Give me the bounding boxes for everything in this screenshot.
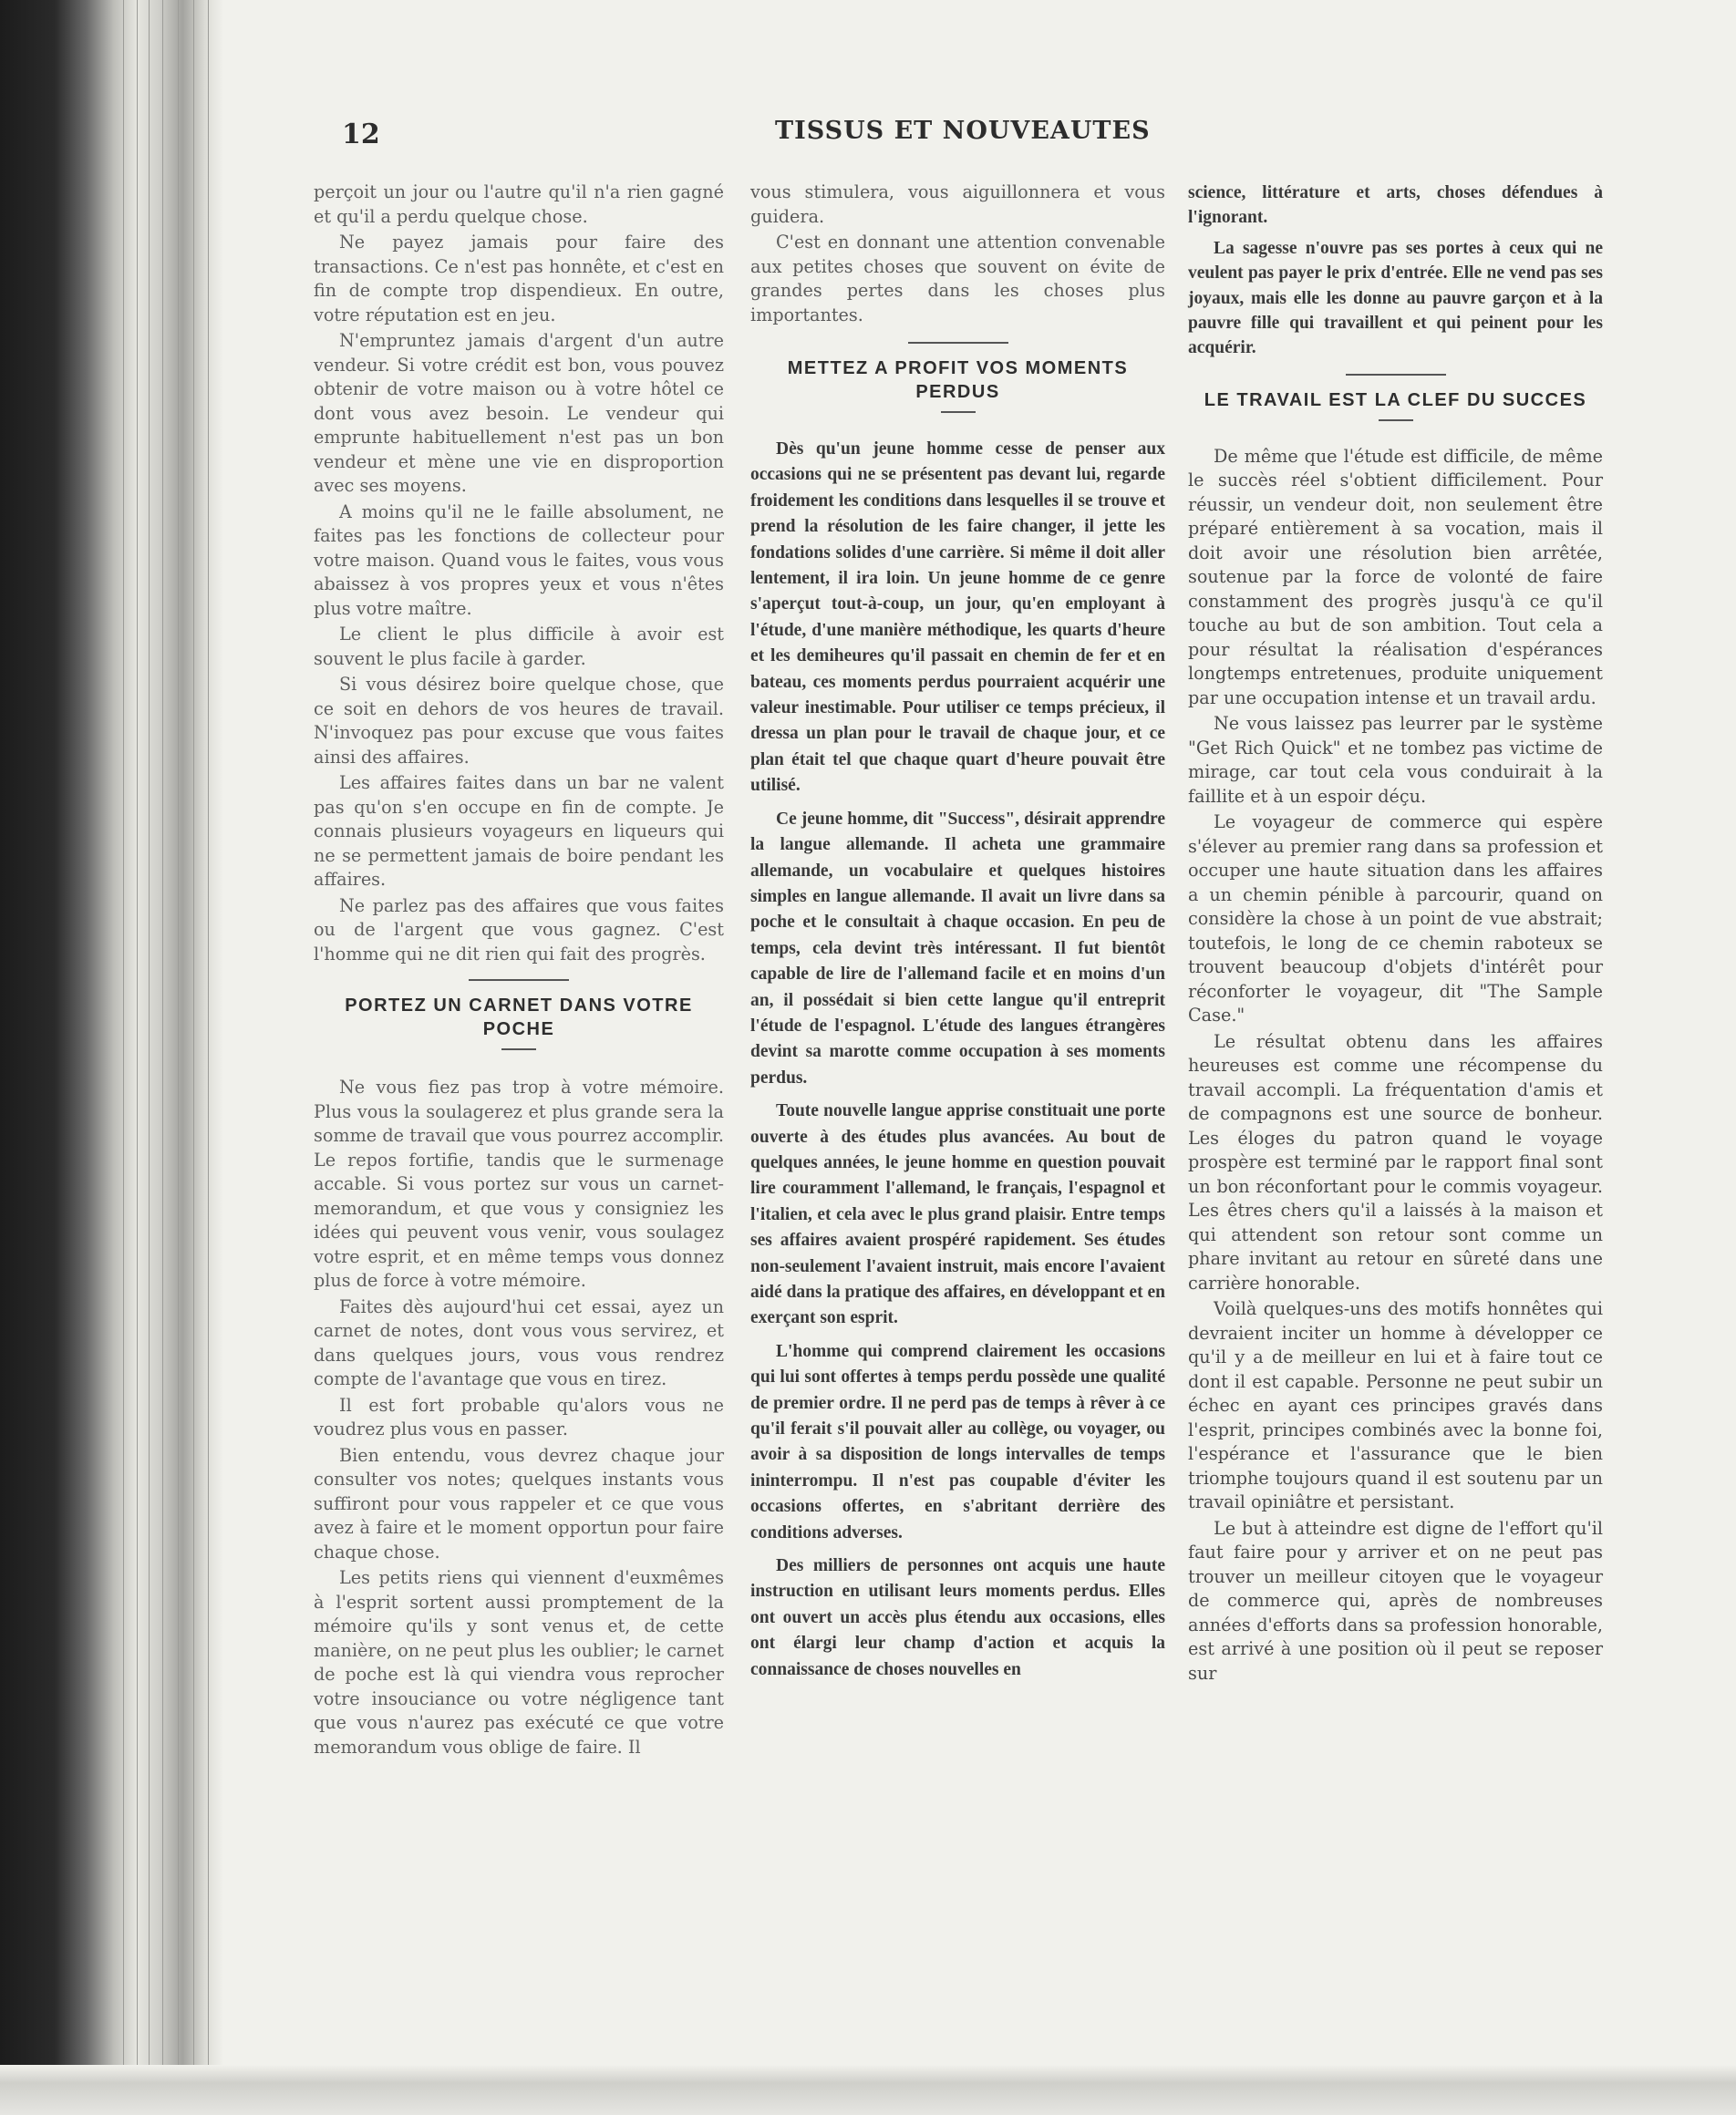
paragraph: Ce jeune homme, dit "Success", désirait apprendre la langue allemande. Il acheta une grammaire allemande, un vocabulaire et quelques histoires simples en langue allemande. Il avait un livre dans sa poche et le consultait à chaque occasion. En peu de temps, cela devint très intéressant. Il fut bientôt capable de lire de l'allemand facile et en moins d'un an, il possédait si bien cette langue qu'il entreprit l'étude de l'espagnol. L'étude des langues étrangères devint sa marotte comme occupation à ses moments perdus. — [750, 809, 1165, 1088]
paragraph: Ne parlez pas des affaires que vous faites ou de l'argent que vous gagnez. C'est l'homme qui ne dit rien qui fait des progrès. — [314, 894, 724, 965]
paragraph: science, littérature et arts, choses défendues à l'ignorant. — [1188, 183, 1603, 228]
paragraph: Le résultat obtenu dans les affaires heureuses est comme une récompense du travail accompli. La fréquentation d'amis et de compagnons est une source de bonheur. Les éloges du patron quand le voyage prospère est terminé par le rapport final sont un bon réconfortant pour le commis voyageur. Les êtres chers qu'il a laissés à la maison et qui attendent son retour sont comme un phare invitant au retour en sûreté dans une carrière honorable. — [1188, 1030, 1603, 1294]
paragraph: Le client le plus difficile à avoir est souvent le plus facile à garder. — [314, 624, 724, 669]
heading-underline — [941, 411, 976, 413]
paragraph: Bien entendu, vous devrez chaque jour consulter vos notes; quelques instants vous suffiront pour vous rappeler et ce que vous avez à faire et le moment opportun pour faire chaque chose. — [314, 1444, 724, 1563]
paragraph: Ne payez jamais pour faire des transactions. Ce n'est pas honnête, et c'est en fin de compte trop dispendieux. En outre, votre réputation est en jeu. — [314, 232, 724, 325]
paragraph: Les affaires faites dans un bar ne valent pas qu'on s'en occupe en fin de compte. Je connais plusieurs voyageurs en liqueurs qui ne se permettent jamais de boire pendant les affaires. — [314, 772, 724, 890]
book-gutter — [0, 0, 223, 2115]
paragraph: Ne vous laissez pas leurrer par le système "Get Rich Quick" et ne tombez pas victime de mirage, car tout cela vous conduirait à la faillite et à un espoir déçu. — [1188, 713, 1603, 807]
paragraph: La sagesse n'ouvre pas ses portes à ceux qui ne veulent pas payer le prix d'entrée. Elle ne vend pas ses joyaux, mais elle les donne au pauvre garçon et à la pauvre fille qui travaillent et qui peinent pour les acquérir. — [1188, 238, 1603, 358]
paragraph: L'homme qui comprend clairement les occasions qui lui sont offertes à temps perdu possède une qualité de premier ordre. Il ne perd pas de temps à rêver à ce qu'il ferait s'il pouvait aller au collège, ou voyager, ou avoir à sa disposition de longs intervalles de temps ininterrompu. Il n'est pas coupable d'éviter les occasions offertes, en s'abritant derrière des conditions adverses. — [750, 1341, 1165, 1542]
paragraph: Faites dès aujourd'hui cet essai, ayez un carnet de notes, dont vous vous servirez, et dans quelques jours, vous vous rendrez compte de l'avantage que vous en tirez. — [314, 1295, 724, 1389]
paragraph: Le but à atteindre est digne de l'effort qu'il faut faire pour y arriver et on ne peut pas trouver un meilleur citoyen que le voyageur de commerce qui, après de nombreuses années d'efforts dans sa profession honorable, est arrivé à une position où il peut se reposer sur — [1188, 1517, 1603, 1684]
column-2 — [750, 181, 1165, 1683]
paragraph: C'est en donnant une attention convenable aux petites choses que souvent on évite de grandes pertes dans les choses plus importantes. — [750, 232, 1165, 325]
paragraph: De même que l'étude est difficile, de même le succès réel s'obtient difficilement. Pour réussir, un vendeur doit, non seulement être préparé entièrement à sa vocation, mais il doit avoir une résolution bien arrêtée, soutenue par la force de volonté de faire constamment des progrès jusqu'à ce qu'il touche au but de son ambition. Tout cela a pour résultat la réalisation d'espérances longtemps entretenues, produite uniquement par une occupation intense et un travail ardu. — [1188, 445, 1603, 708]
paragraph: Les petits riens qui viennent d'euxmêmes à l'esprit sortent aussi promptement de la mémoire qu'ils y sont venus et, de cette manière, on ne peut plus les oublier; le carnet de poche est là qui viendra vous reprocher votre insouciance ou votre négligence tant que vous n'aurez pas exécuté ce que votre memorandum vous oblige de faire. Il — [314, 1567, 724, 1758]
paragraph: vous stimulera, vous aiguillonnera et vous guidera. — [750, 181, 1165, 227]
scan-bottom-edge — [0, 2065, 1736, 2115]
paragraph: perçoit un jour ou l'autre qu'il n'a rien gagné et qu'il a perdu quelque chose. — [314, 181, 724, 227]
section-divider — [1346, 374, 1446, 376]
magazine-page — [223, 0, 1736, 2065]
heading-underline — [501, 1048, 536, 1050]
paragraph: Des milliers de personnes ont acquis une haute instruction en utilisant leurs moments perdus. Elles ont ouvert un accès plus étendu aux occasions, elles ont élargi leur champ d'action et acquis la connaissance de choses nouvelles en — [750, 1556, 1165, 1679]
page-number: 12 — [342, 119, 380, 150]
section-heading: PORTEZ UN CARNET DANS VOTRE POCHE — [345, 996, 693, 1039]
paragraph: Si vous désirez boire quelque chose, que ce soit en dehors de vos heures de travail. N'invoquez pas pour excuse que vous faites ainsi des affaires. — [314, 674, 724, 768]
running-head: TISSUS ET NOUVEAUTES — [775, 117, 1151, 145]
section-divider — [908, 342, 1008, 344]
section-divider — [469, 979, 569, 981]
paragraph: Toute nouvelle langue apprise constituait une porte ouverte à des études plus avancées. Au bout de quelques années, le jeune homme en question pouvait lire couramment l'allemand, le français, l'espagnol et l'italien, et cela avec le plus grand plaisir. Entre temps ses affaires avaient prospéré rapidement. Ses études non-seulement l'avaient instruit, mais encore l'avaient aidé dans la pratique des affaires, en développant et en exerçant son esprit. — [750, 1101, 1165, 1328]
heading-underline — [1379, 419, 1413, 421]
column-3 — [1188, 181, 1603, 1686]
section-heading: LE TRAVAIL EST LA CLEF DU SUCCES — [1204, 389, 1587, 410]
paragraph: Dès qu'un jeune homme cesse de penser aux occasions qui ne se présentent pas devant lui, regarde froidement les conditions dans lesquelles il se trouve et prend la résolution de les faire changer, il jette les fondations solides d'une carrière. Si même il doit aller lentement, il ira loin. Un jeune homme de ce genre s'aperçut tout-à-coup, un jour, qu'en employant à l'étude, d'une manière méthodique, les quarts d'heure et les demiheures qu'il passait en chemin de fer et en bateau, ces moments perdus pourraient acquérir une valeur inestimable. Pour utiliser ce temps précieux, il dressa un plan pour le travail de chaque jour, et ce plan était tel que chaque quart d'heure pouvait être utilisé. — [750, 439, 1165, 796]
paragraph: A moins qu'il ne le faille absolument, ne faites pas les fonctions de collecteur pour votre maison. Quand vous le faites, vous vous abaissez à vos propres yeux et vous n'êtes plus votre maître. — [314, 500, 724, 619]
paragraph: N'empruntez jamais d'argent d'un autre vendeur. Si votre crédit est bon, vous pouvez obtenir de votre maison ou à votre hôtel ce dont vous avez besoin. Le vendeur qui emprunte habituellement n'est pas un bon vendeur et mène une vie en disproportion avec ses moyens. — [314, 330, 724, 496]
column-1 — [314, 181, 724, 1759]
paragraph: Voilà quelques-uns des motifs honnêtes qui devraient inciter un homme à développer ce qu'il y a de meilleur en lui et à faire tout ce dont il est capable. Personne ne peut subir un échec en ayant ces principes gravés dans l'esprit, principes combinés avec la bonne foi, l'espérance et l'assurance que le bien triomphe toujours quand il est soutenu par un travail opiniâtre et persistant. — [1188, 1298, 1603, 1513]
paragraph: Ne vous fiez pas trop à votre mémoire. Plus vous la soulagerez et plus grande sera la somme de travail que vous pourrez accomplir. Le repos fortifie, tandis que le surmenage accable. Si vous portez sur vous un carnet-memorandum, et que vous y consigniez les idées qui peuvent vous venir, vous soulagez votre esprit, et en même temps vous donnez plus de force à votre mémoire. — [314, 1077, 724, 1291]
section-heading: METTEZ A PROFIT VOS MOMENTS PERDUS — [787, 358, 1129, 402]
paragraph: Le voyageur de commerce qui espère s'élever au premier rang dans sa profession et occuper une haute situation dans les affaires a un chemin pénible à parcourir, quand on considère la chose à un point de vue abstrait; toutefois, le long de ce chemin raboteux se trouvent beaucoup d'objets d'intérêt pour réconforter le voyageur, dit "The Sample Case." — [1188, 811, 1603, 1027]
paragraph: Il est fort probable qu'alors vous ne voudrez plus vous en passer. — [314, 1394, 724, 1439]
